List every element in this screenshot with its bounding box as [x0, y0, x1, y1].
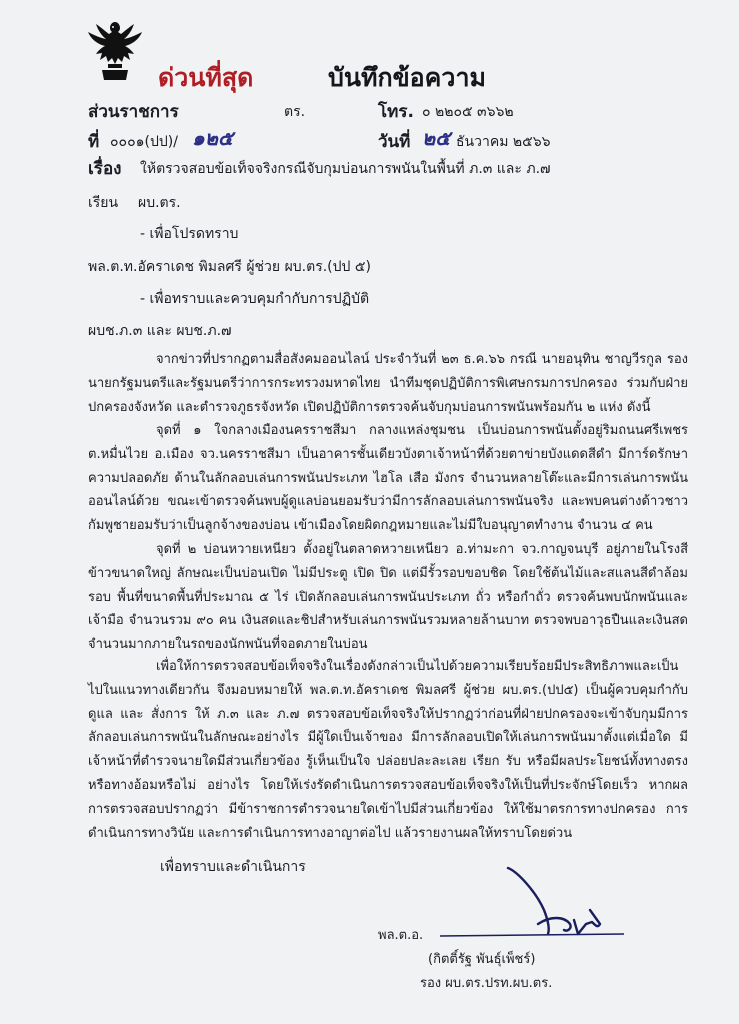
garuda-emblem-icon	[82, 18, 148, 84]
routing-recipient-2: พล.ต.ท.อัคราเดช พิมลศรี ผู้ช่วย ผบ.ตร.(ปป ๕)	[88, 259, 371, 275]
date-day-handwritten: ๒๕	[422, 126, 451, 150]
number-prefix: ๐๐๐๑(ปป)/	[110, 134, 178, 150]
handwritten-signature	[440, 862, 630, 952]
routing-purpose-1: - เพื่อโปรดทราบ	[140, 226, 239, 242]
agency-label: ส่วนราชการ	[88, 102, 179, 122]
closing-line: เพื่อทราบและดำเนินการ	[160, 859, 306, 875]
body-paragraph-4: เพื่อให้การตรวจสอบข้อเท็จจริงในเรื่องดังกล่าวเป็นไปด้วยความเรียบร้อยมีประสิทธิภาพและเป็นไปในแนวทางเดียวกัน จึงมอบหมายให้ พล.ต.ท.อัคราเดช พิมลศรี ผู้ช่วย ผบ.ตร.(ปป๕) เป็นผู้ควบคุมกำกับ ดูแล และ สั่งการ ให้ ภ.๓ และ ภ.๗ ตรวจสอบข้อเท็จจริงให้ปรากฏว่าก่อนที่ฝ่ายปกครองจะเข้าจับกุมมีการลักลอบเล่นการพนันในลักษณะอย่างไร มีผู้ใดเป็นเจ้าของ มีการลักลอบเปิดให้เล่นการพนันมาตั้งแต่เมื่อใด มีเจ้าหน้าที่ตำรวจนายใดมีส่วนเกี่ยวข้อง รู้เห็นเป็นใจ ปล่อยปละละเลย เรียก รับ หรือมีผลประโยชน์ทั้งทางตรงหรือทางอ้อมหรือไม่ อย่างไร โดยให้เร่งรัดดำเนินการตรวจสอบข้อเท็จจริงให้เป็นที่ประจักษ์โดยเร็ว หากผลการตรวจสอบปรากฏว่า มีข้าราชการตำรวจนายใดเข้าไปมีส่วนเกี่ยวข้อง ให้ใช้มาตรการทางปกครอง การดำเนินการทางวินัย และการดำเนินการทางอาญาต่อไป แล้วรายงานผลให้ทราบโดยด่วน	[88, 659, 688, 841]
body-paragraph-3: จุดที่ ๒ บ่อนหวายเหนียว ตั้งอยู่ในตลาดหวายเหนียว อ.ท่ามะกา จว.กาญจนบุรี อยู่ภายในโรงสีข้าวขนาดใหญ่ ลักษณะเป็นบ่อนเปิด ไม่มีประตู เปิด ปิด แต่มีรั้วรอบขอบชิด โดยใช้ต้นไม้และสแลนสีดำล้อมรอบ พื้นที่ขนาดพื้นที่ประมาณ ๕ ไร่ เปิดลักลอบเล่นการพนันประเภท ถั่ว หรือกำถั่ว ตรวจค้นพบนักพนันและเจ้ามือ จำนวนรวม ๙๐ คน เงินสดและชิปสำหรับเล่นการพนันรวมหลายล้านบาท ตรวจพบอาวุธปืนและเงินสดจำนวนมากภายในรถของนักพนันที่จอดภายในบ่อน	[88, 542, 688, 653]
tel-label: โทร.	[378, 102, 414, 122]
subject-label: เรื่อง	[88, 159, 122, 179]
tel-value: ๐ ๒๒๐๕ ๓๖๖๒	[422, 104, 514, 120]
routing-purpose-2: - เพื่อทราบและควบคุมกำกับการปฏิบัติ	[140, 291, 370, 307]
signature-name: (กิตติ์รัฐ พันธุ์เพ็ชร์)	[428, 952, 536, 967]
urgency-stamp: ด่วนที่สุด	[158, 63, 254, 92]
signature-position: รอง ผบ.ตร.ปรท.ผบ.ตร.	[420, 976, 553, 991]
memo-title: บันทึกข้อความ	[328, 63, 486, 92]
number-handwritten: ๑๒๕	[192, 126, 234, 150]
signature-rank: พล.ต.อ.	[378, 928, 424, 943]
routing-recipient-3: ผบช.ภ.๓ และ ผบช.ภ.๗	[88, 323, 232, 339]
agency-value: ตร.	[284, 104, 306, 120]
body-paragraph-2: จุดที่ ๑ ใจกลางเมืองนครราชสีมา กลางแหล่งชุมชน เป็นบ่อนการพนันตั้งอยู่ริมถนนศรีเพชร ต.หมื่นไวย อ.เมือง จว.นครราชสีมา เป็นอาคารชั้นเดียวบังตาเจ้าหน้าที่ด้วยตาข่ายบังแดดสีดำ มีการ์ดรักษาความปลอดภัย ด้านในลักลอบเล่นการพนันประเภท ไฮโล เสือ มังกร จำนวนหลายโต๊ะและมีการเล่นการพนันออนไลน์ด้วย ขณะเข้าตรวจค้นพบผู้ดูแลบ่อนยอมรับว่ามีการลักลอบเล่นการพนันจริง และพบคนต่างด้าวชาวกัมพูชายอมรับว่าเป็นลูกจ้างของบ่อน เข้าเมืองโดยผิดกฎหมายและไม่มีใบอนุญาตทำงาน จำนวน ๔ คน	[88, 423, 688, 534]
date-label: วันที่	[378, 132, 411, 152]
number-label: ที่	[88, 132, 100, 152]
to-label: เรียน	[88, 195, 119, 211]
body-paragraph-1: จากข่าวที่ปรากฏตามสื่อสังคมออนไลน์ ประจำวันที่ ๒๓ ธ.ค.๖๖ กรณี นายอนุทิน ชาญวีรกูล รองนายกรัฐมนตรีและรัฐมนตรีว่าการกระทรวงมหาดไทย นำทีมชุดปฏิบัติการพิเศษกรมการปกครอง ร่วมกับฝ่ายปกครองจังหวัด และตำรวจภูธรจังหวัด เปิดปฏิบัติการตรวจค้นจับกุมบ่อนการพนันพร้อมกัน ๒ แห่ง ดังนี้	[88, 352, 688, 415]
to-value: ผบ.ตร.	[138, 195, 181, 211]
subject-value: ให้ตรวจสอบข้อเท็จจริงกรณีจับกุมบ่อนการพนันในพื้นที่ ภ.๓ และ ภ.๗	[140, 161, 551, 177]
date-month-year: ธันวาคม ๒๕๖๖	[456, 134, 551, 150]
